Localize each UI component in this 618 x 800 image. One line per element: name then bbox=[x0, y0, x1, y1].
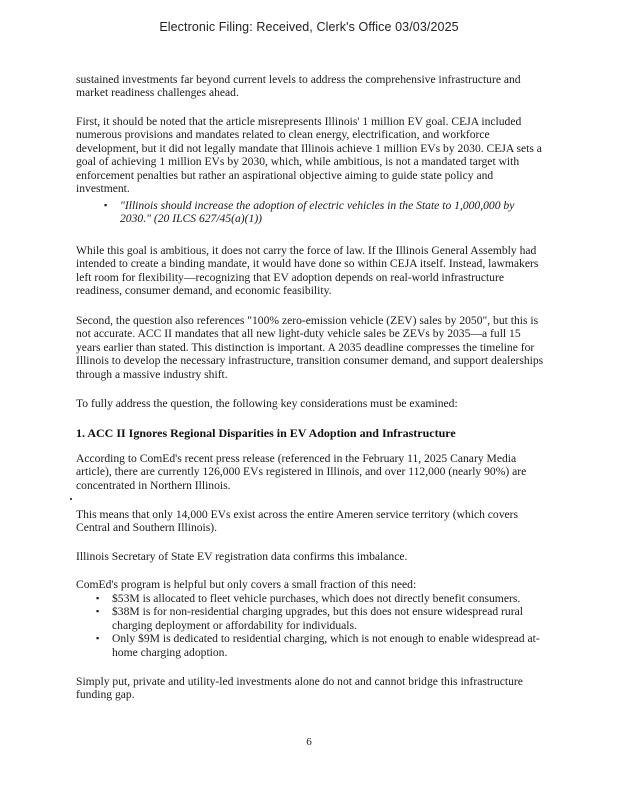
comed-program-list bbox=[90, 592, 542, 659]
bullet-icon: ▪ bbox=[96, 606, 100, 617]
list-item-text: $53M is allocated to fleet vehicle purchases, which does not directly benefit consumers. bbox=[112, 592, 521, 605]
paragraph-text: While this goal is ambitious, it does not carry the force of law. If the Illinois General Assembly had intended to create a binding mandate, it would have done so within CEJA itself. Instead, lawmakers left room for flexibility—recognizing that EV adoption depends on real-world infrastructure readiness, consumer demand, and economic feasibility. bbox=[76, 244, 539, 298]
paragraph-goal-not-binding bbox=[76, 244, 544, 298]
list-item bbox=[98, 199, 538, 226]
statute-quote: "Illinois should increase the adoption of electric vehicles in the State to 1,000,000 by 2030." (20 ILCS 627/45(a)(1)) bbox=[120, 199, 515, 226]
paragraph-text: sustained investments far beyond current levels to address the comprehensive infrastructure and market readiness challenges ahead. bbox=[76, 73, 521, 100]
bullet-icon: ▪ bbox=[96, 633, 100, 644]
filing-stamp: Electronic Filing: Received, Clerk's Office 03/03/2025 bbox=[159, 20, 459, 34]
paragraph-key-considerations bbox=[76, 397, 544, 410]
bullet-icon: ▪ bbox=[96, 593, 100, 603]
paragraph-comed-registrations bbox=[76, 452, 544, 492]
section-heading: 1. ACC II Ignores Regional Disparities in EV Adoption and Infrastructure bbox=[76, 426, 456, 440]
paragraph-conclusion bbox=[76, 675, 544, 702]
list-item-text: Only $9M is dedicated to residential charging, which is not enough to enable widespread at-home charging adoption. bbox=[112, 632, 540, 659]
page-number: 6 bbox=[306, 736, 312, 748]
paragraph-text: Illinois Secretary of State EV registration data confirms this imbalance. bbox=[76, 550, 408, 563]
paragraph-sos-data bbox=[76, 550, 544, 563]
paragraph-text: To fully address the question, the following key considerations must be examined: bbox=[76, 397, 458, 410]
list-item bbox=[90, 632, 542, 659]
paragraph-continuation bbox=[76, 73, 544, 100]
quote-list bbox=[98, 199, 538, 226]
paragraph-text: According to ComEd's recent press release (referenced in the February 11, 2025 Canary Media article), there are currently 126,000 EVs registered in Illinois, and over 112,000 (nearly 90%) are concentrated in Northern Illinois. bbox=[76, 452, 527, 492]
bullet-icon: ▪ bbox=[104, 200, 108, 210]
paragraph-ameren bbox=[76, 508, 544, 535]
paragraph-second-point bbox=[76, 314, 544, 381]
paragraph-comed-program bbox=[76, 578, 544, 591]
list-item-text: $38M is for non-residential charging upgrades, but this does not ensure widespread rural charging deployment or affordability for individuals. bbox=[112, 605, 523, 632]
paragraph-text: This means that only 14,000 EVs exist across the entire Ameren service territory (which covers Central and Southern Illinois). bbox=[76, 508, 519, 535]
scan-speck bbox=[70, 498, 72, 500]
paragraph-text: Second, the question also references "100% zero-emission vehicle (ZEV) sales by 2050", but this is not accurate. ACC II mandates that all new light-duty vehicle sales be ZEVs by 2035—a full 15 years earlier than stated. This distinction is important. A 2035 deadline compresses the timeline for Illinois to develop the necessary infrastructure, transition consumer demand, and support dealerships through a massive industry shift. bbox=[76, 314, 544, 381]
paragraph-first-point bbox=[76, 115, 544, 195]
paragraph-text: ComEd's program is helpful but only covers a small fraction of this need: bbox=[76, 578, 417, 591]
paragraph-text: First, it should be noted that the article misrepresents Illinois' 1 million EV goal. CEJA included numerous provisions and mandates related to clean energy, electrification, and workforce development, but it did not legally mandate that Illinois achieve 1 million EVs by 2030. CEJA sets a goal of achieving 1 million EVs by 2030, which, while ambitious, is not a mandated target with enforcement penalties but rather an aspirational objective aiming to guide state policy and investment. bbox=[76, 115, 542, 196]
list-item bbox=[90, 605, 542, 632]
paragraph-text: Simply put, private and utility-led investments alone do not and cannot bridge this infrastructure funding gap. bbox=[76, 675, 523, 702]
list-item bbox=[90, 592, 542, 605]
